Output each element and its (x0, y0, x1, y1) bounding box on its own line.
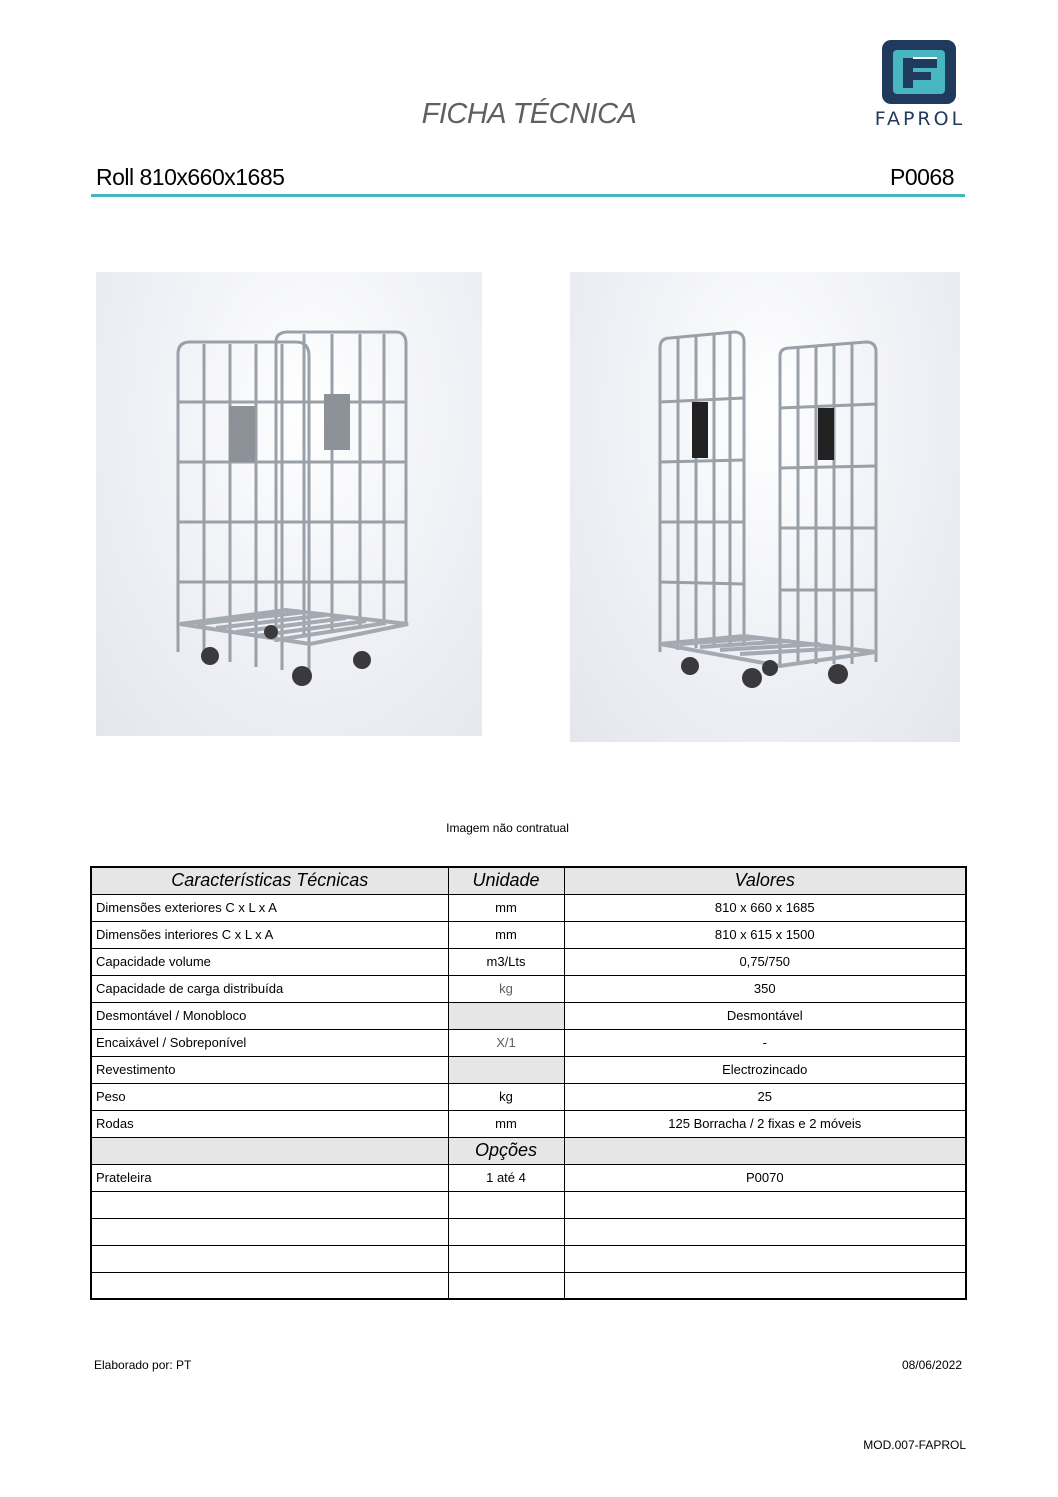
table-row (91, 1110, 966, 1137)
table-row (91, 921, 966, 948)
spec-value: Desmontável (564, 1002, 966, 1029)
logo-wordmark: FAPROL (874, 108, 966, 130)
document-title: FICHA TÉCNICA (421, 98, 637, 130)
spec-label: Dimensões interiores C x L x A (91, 921, 448, 948)
spec-label: Desmontável / Monobloco (91, 1002, 448, 1029)
spec-unit (448, 1002, 564, 1029)
spec-label: Revestimento (91, 1056, 448, 1083)
table-row (91, 975, 966, 1002)
faprol-logo-icon (882, 40, 956, 104)
product-code: P0068 (889, 164, 954, 190)
table-row (91, 1164, 966, 1191)
spec-unit: m3/Lts (448, 948, 564, 975)
table-row (91, 1191, 966, 1218)
spec-unit: kg (448, 1083, 564, 1110)
spec-label: Peso (91, 1083, 448, 1110)
table-row (91, 894, 966, 921)
option-unit (448, 1218, 564, 1245)
technical-spec-table (90, 866, 967, 1300)
option-label (91, 1245, 448, 1272)
options-spacer-left (91, 1137, 448, 1164)
option-label: Prateleira (91, 1164, 448, 1191)
option-value (564, 1218, 966, 1245)
option-value (564, 1272, 966, 1299)
header-divider (91, 194, 965, 197)
table-row (91, 1029, 966, 1056)
spec-value: 810 x 660 x 1685 (564, 894, 966, 921)
header-characteristics: Características Técnicas (91, 867, 448, 894)
option-unit (448, 1272, 564, 1299)
spec-unit: kg (448, 975, 564, 1002)
roll-container-illustration (96, 272, 482, 736)
product-image-right (570, 272, 960, 742)
option-value (564, 1191, 966, 1218)
faprol-logo (868, 38, 972, 130)
header-unit: Unidade (448, 867, 564, 894)
table-row (91, 1056, 966, 1083)
header-values: Valores (564, 867, 966, 894)
option-unit (448, 1245, 564, 1272)
spec-value: 810 x 615 x 1500 (564, 921, 966, 948)
table-row (91, 948, 966, 975)
option-unit (448, 1191, 564, 1218)
options-section-row (91, 1137, 966, 1164)
spec-label: Capacidade de carga distribuída (91, 975, 448, 1002)
option-value (564, 1245, 966, 1272)
spec-label: Capacidade volume (91, 948, 448, 975)
spec-value: Electrozincado (564, 1056, 966, 1083)
spec-value: 350 (564, 975, 966, 1002)
image-disclaimer: Imagem não contratual (446, 821, 569, 835)
option-unit: 1 até 4 (448, 1164, 564, 1191)
table-row (91, 1218, 966, 1245)
spec-unit: mm (448, 1110, 564, 1137)
spec-unit: mm (448, 921, 564, 948)
option-value: P0070 (564, 1164, 966, 1191)
spec-value: 125 Borracha / 2 fixas e 2 móveis (564, 1110, 966, 1137)
product-name: Roll 810x660x1685 (96, 164, 285, 190)
spec-label: Dimensões exteriores C x L x A (91, 894, 448, 921)
table-row (91, 1272, 966, 1299)
document-date: 08/06/2022 (901, 1358, 962, 1372)
option-label (91, 1218, 448, 1245)
form-code: MOD.007-FAPROL (863, 1438, 966, 1452)
table-row (91, 1245, 966, 1272)
spec-value: - (564, 1029, 966, 1056)
table-row (91, 1002, 966, 1029)
options-label: Opções (448, 1137, 564, 1164)
spec-unit: X/1 (448, 1029, 564, 1056)
option-label (91, 1272, 448, 1299)
options-spacer-right (564, 1137, 966, 1164)
table-header-row (91, 867, 966, 894)
spec-label: Rodas (91, 1110, 448, 1137)
spec-unit (448, 1056, 564, 1083)
spec-value: 25 (564, 1083, 966, 1110)
roll-container-side-illustration (570, 272, 960, 742)
prepared-by: Elaborado por: PT (94, 1358, 192, 1372)
table-row (91, 1083, 966, 1110)
spec-unit: mm (448, 894, 564, 921)
option-label (91, 1191, 448, 1218)
spec-value: 0,75/750 (564, 948, 966, 975)
spec-label: Encaixável / Sobreponível (91, 1029, 448, 1056)
product-image-left (96, 272, 482, 736)
